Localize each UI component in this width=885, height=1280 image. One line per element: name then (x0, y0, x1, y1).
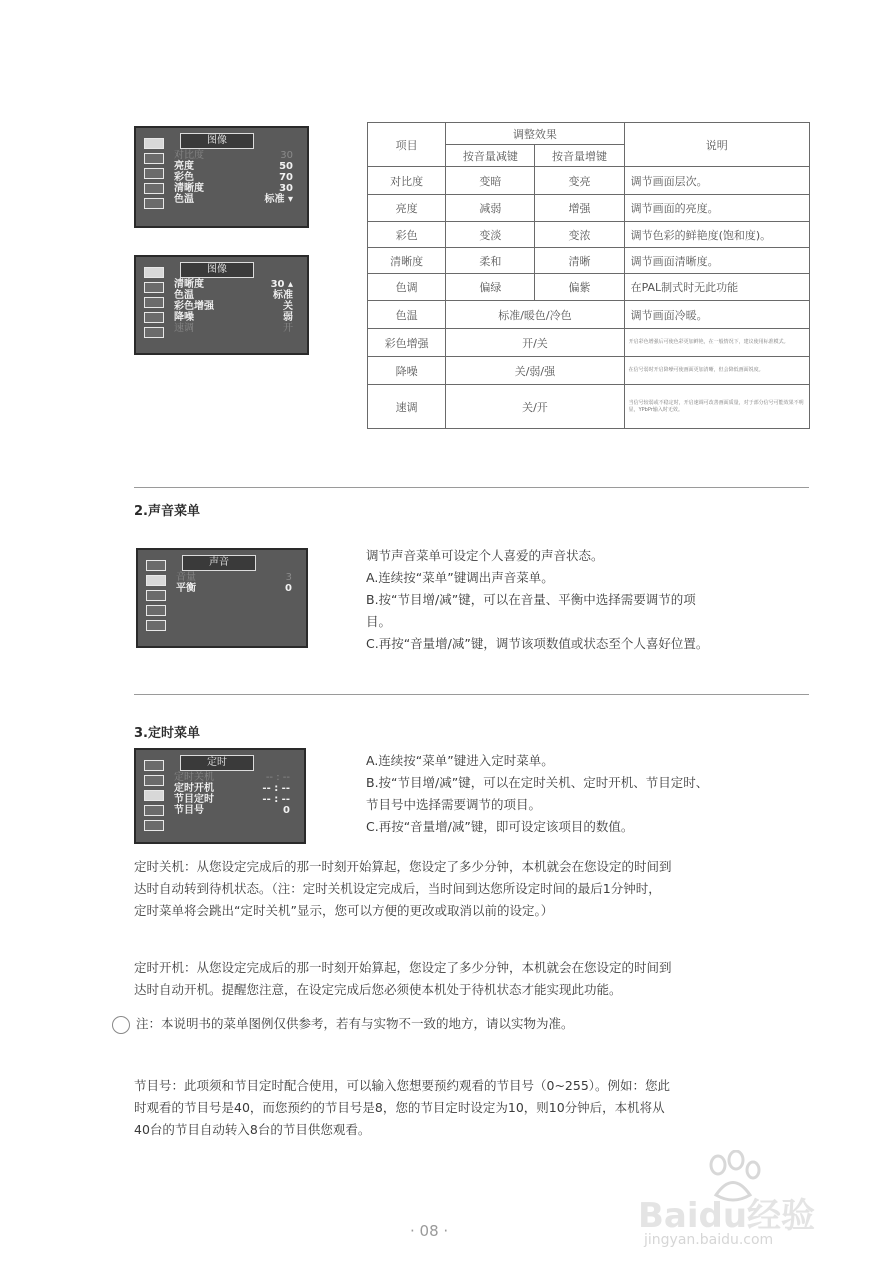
setup-icon (144, 805, 164, 816)
timer-heading: 3.定时菜单 (134, 726, 200, 741)
setup-icon (146, 605, 166, 616)
osd-row: 速调 开 (174, 323, 293, 334)
th-dec: 按音量减键 (446, 145, 535, 167)
channel-icon (144, 198, 164, 209)
table-row: 速调 关/开 当信号较弱或不稳定时，开启速调可改善画面质量，对于部分信号可能效果不明显，YPbPr输入时无效。 (368, 385, 810, 429)
osd-row: 清晰度 30 ▴ (174, 279, 293, 290)
osd-title: 图像 (180, 133, 254, 149)
osd-row: 色温 标准 (174, 290, 293, 301)
sound-icon (146, 575, 166, 586)
timer-icon (144, 297, 164, 308)
osd-row: 彩色 70 (174, 172, 293, 183)
picture-icon (144, 138, 164, 149)
osd-icon-rail (142, 138, 168, 213)
osd-row: 节目定时 -- : -- (174, 794, 290, 805)
th-desc: 说明 (624, 123, 809, 167)
osd-icon-rail (144, 560, 170, 635)
channel-icon (144, 327, 164, 338)
note: 注：本说明书的菜单图例仅供参考，若有与实物不一致的地方，请以实物为准。 (112, 1014, 574, 1034)
osd-row: 音量 3 (176, 572, 292, 583)
picture-icon (146, 560, 166, 571)
table-row: 色温 标准/暖色/冷色 调节画面冷暖。 (368, 301, 810, 329)
watermark-url: jingyan.baidu.com (644, 1232, 774, 1248)
baidu-watermark (638, 1150, 816, 1260)
divider (134, 694, 809, 695)
setup-icon (144, 183, 164, 194)
osd-icon-rail (142, 267, 168, 342)
osd-row: 色温 标准 ▾ (174, 194, 293, 205)
osd-title: 声音 (182, 555, 256, 571)
osd-picture-menu-1 (134, 126, 309, 228)
watermark-brand: Baidu经验 (638, 1196, 816, 1236)
osd-row: 彩色增强 关 (174, 301, 293, 312)
osd-row: 亮度 50 (174, 161, 293, 172)
sound-icon (144, 775, 164, 786)
table-row: 清晰度 柔和 清晰 调节画面清晰度。 (368, 248, 810, 274)
timer-on-paragraph: 定时开机：从您设定完成后的那一时刻开始算起，您设定了多少分钟，本机就会在您设定的时间到 达时自动开机。提醒您注意，在设定完成后您必须使本机处于待机状态才能实现此功能。 (134, 960, 672, 997)
osd-row: 定时关机 -- : -- (174, 772, 290, 783)
osd-timer-menu (134, 748, 306, 844)
setup-icon (144, 312, 164, 323)
osd-row: 节目号 0 (174, 805, 290, 816)
osd-icon-rail (142, 760, 168, 835)
picture-icon (144, 267, 164, 278)
timer-off-paragraph: 定时关机：从您设定完成后的那一时刻开始算起，您设定了多少分钟，本机就会在您设定的时间到 达时自动转到待机状态。（注：定时关机设定完成后，当时间到达您所设定时间的最后1分钟时， 定时菜单将会跳出“定时关机”显示，您可以方便的更改或取消以前的设定。） (134, 859, 672, 918)
table-row: 对比度 变暗 变亮 调节画面层次。 (368, 167, 810, 195)
scroll-down-icon: ▾ (287, 194, 293, 205)
sound-icon (144, 153, 164, 164)
sound-instructions: 调节声音菜单可设定个人喜爱的声音状态。 A.连续按“菜单”键调出声音菜单。 B.按“节目增/减”键，可以在音量、平衡中选择需要调节的项 目。 C.再按“音量增/减”键，调节该项数值或状态至个人喜好位置。 (366, 548, 709, 651)
sound-icon (144, 282, 164, 293)
picture-adjust-table (367, 122, 810, 429)
table-row: 彩色增强 开/关 开启彩色增强后可使色彩更加鲜艳，在一般情况下，建议使用标准模式。 (368, 329, 810, 357)
table-row: 降噪 关/弱/强 在信号弱时开启降噪可使画面更加清晰，但会降低画面锐度。 (368, 357, 810, 385)
picture-icon (144, 760, 164, 771)
scroll-up-icon: ▴ (287, 279, 293, 290)
timer-icon (144, 790, 164, 801)
timer-instructions: A.连续按“菜单”键进入定时菜单。 B.按“节目增/减”键，可以在定时关机、定时开机、节目定时、 节目号中选择需要调节的项目。 C.再按“音量增/减”键，即可设定该项目的数值。 (366, 753, 709, 834)
lightbulb-icon (112, 1016, 130, 1034)
timer-icon (146, 590, 166, 601)
th-item: 项目 (368, 123, 446, 167)
divider (134, 487, 809, 488)
osd-title: 定时 (180, 755, 254, 771)
table-row: 亮度 减弱 增强 调节画面的亮度。 (368, 195, 810, 222)
osd-picture-menu-2 (134, 255, 309, 355)
channel-icon (146, 620, 166, 631)
table-row: 色调 偏绿 偏紫 在PAL制式时无此功能 (368, 274, 810, 301)
sound-heading: 2.声音菜单 (134, 504, 200, 519)
page-number: · 08 · (410, 1222, 449, 1240)
osd-row: 降噪 弱 (174, 312, 293, 323)
osd-row: 清晰度 30 (174, 183, 293, 194)
timer-icon (144, 168, 164, 179)
osd-row: 平衡 0 (176, 583, 292, 594)
osd-title: 图像 (180, 262, 254, 278)
osd-row: 定时开机 -- : -- (174, 783, 290, 794)
th-inc: 按音量增键 (535, 145, 624, 167)
table-row: 彩色 变淡 变浓 调节色彩的鲜艳度(饱和度)。 (368, 222, 810, 248)
channel-icon (144, 820, 164, 831)
osd-row: 对比度 30 (174, 150, 293, 161)
program-number-paragraph: 节目号：此项须和节目定时配合使用，可以输入您想要预约观看的节目号（0~255）。例如：您此 时观看的节目号是40，而您预约的节目号是8，您的节目定时设定为10，则10分钟后，本机将从 40台的节目自动转入8台的节目供您观看。 (134, 1078, 671, 1137)
osd-sound-menu (136, 548, 308, 648)
th-effect: 调整效果 (446, 123, 624, 145)
